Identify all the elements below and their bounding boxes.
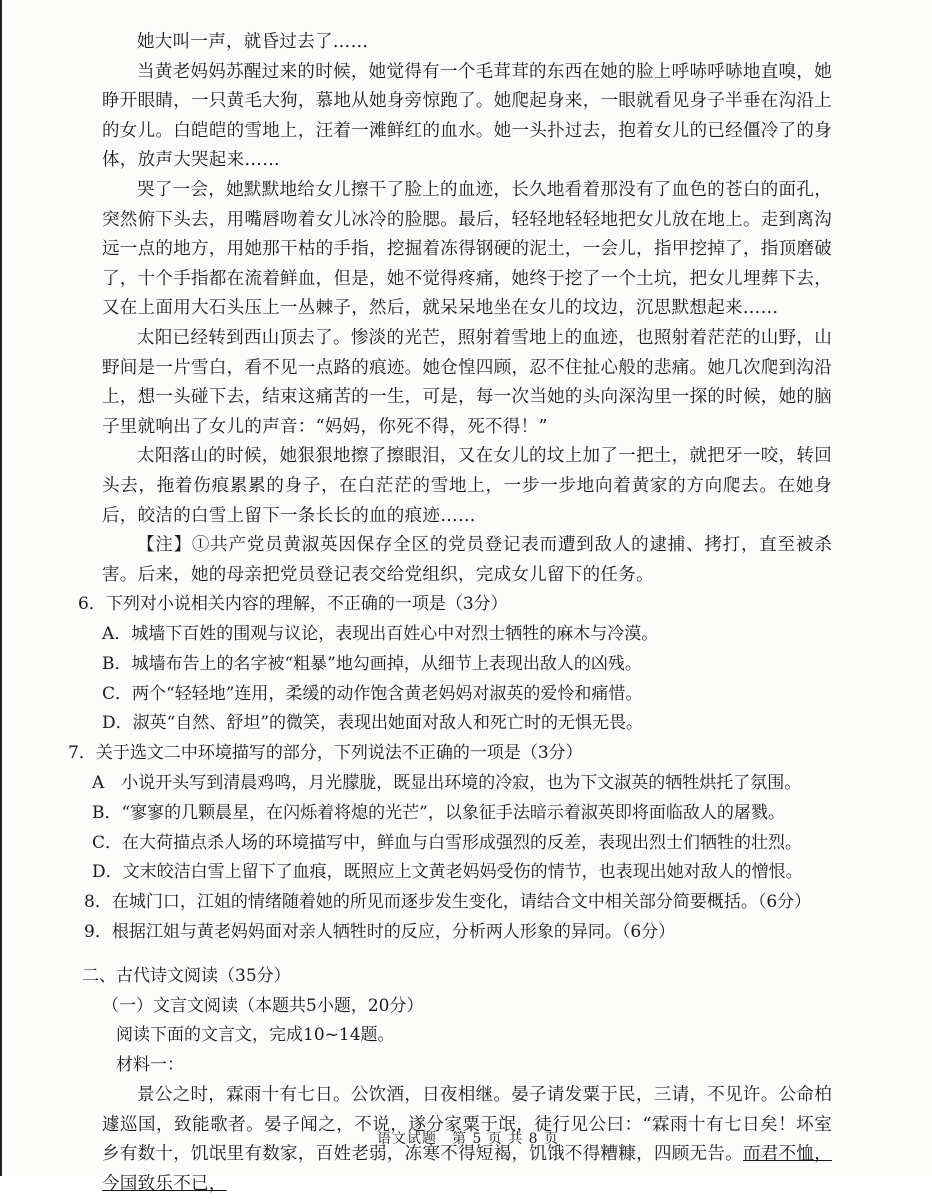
page-content	[68, 28, 833, 1199]
question-stem: 7．关于选文二中环境描写的部分，下列说法不正确的一项是（3分）	[68, 743, 583, 764]
option-b: B．“寥寥的几颗晨星，在闪烁着将熄的光芒”，以象征手法暗示着淑英即将面临敌人的屠戮。	[92, 802, 785, 823]
page-footer: 语文试题 第 5 页 共 8 页	[376, 1131, 560, 1147]
option-c: C．在大荷描点杀人场的环境描写中，鲜血与白雪形成强烈的反差，表现出烈士们牺牲的壮烈。	[92, 832, 803, 853]
question-9	[84, 918, 832, 948]
reading-instruction: 阅读下面的文言文，完成10~14题。	[116, 1025, 395, 1046]
option-d: D．文末皎洁白雪上留下了血痕，既照应上文黄老妈妈受伤的情节，也表现出她对敌人的憎恨。	[92, 862, 803, 883]
option-a: A 小说开头写到清晨鸡鸣，月光朦胧，既显出环境的冷寂，也为下文淑英的牺牲烘托了氛围。	[92, 773, 802, 794]
material-text-underlined: 而君不恤，今国致乐不已，	[102, 1144, 833, 1194]
option-b: B．城墙布告上的名字被“粗暴”地勾画掉，从细节上表现出敌人的凶残。	[102, 653, 642, 674]
question-6	[78, 590, 832, 739]
story-paragraph-2: 当黄老妈妈苏醒过来的时候，她觉得有一个毛茸茸的东西在她的脸上呼哧呼哧地直嗅，她睁开眼睛，一只黄毛大狗，慕地从她身旁惊跑了。她爬起身来，一眼就看见身子半垂在沟沿上的女儿。白皑皑的雪地上，汪着一滩鲜红的血水。她一头扑过去，抱着女儿的已经僵冷了的身体，放声大哭起来……	[102, 61, 832, 171]
option-c: C．两个“轻轻地”连用，柔缓的动作饱含黄老妈妈对淑英的爱怜和痛惜。	[102, 683, 643, 704]
question-stem: 8．在城门口，江姐的情绪随着她的所见而逐步发生变化，请结合文中相关部分简要概括。（6分）	[84, 892, 812, 913]
question-stem: 6．下列对小说相关内容的理解，不正确的一项是（3分）	[78, 594, 508, 615]
subsection-title: （一）文言文阅读（本题共5小题，20分）	[102, 995, 424, 1016]
story-paragraph-1: 她大叫一声，就昏过去了……	[137, 32, 369, 52]
option-d: D．淑英“自然、舒坦”的微笑，表现出她面对敌人和死亡时的无惧无畏。	[102, 713, 644, 734]
section-title: 二、古代诗文阅读（35分）	[82, 965, 291, 986]
section-2	[82, 962, 832, 1199]
material-label: 材料一：	[116, 1055, 184, 1076]
question-8	[84, 888, 832, 918]
question-stem: 9．根据江姐与黄老妈妈面对亲人牺牲时的反应，分析两人形象的异同。（6分）	[84, 922, 676, 943]
question-7	[68, 739, 832, 888]
story-paragraph-4: 太阳已经转到西山顶去了。惨淡的光芒，照射着雪地上的血迹，也照射着茫茫的山野，山野间是一片雪白，看不见一点路的痕迹。她仓惶四顾，忍不住扯心般的悲痛。她几次爬到沟沿上，想一头碰下去，结束这痛苦的一生，可是，每一次当她的头向深沟里一探的时候，她的脑子里就响出了女儿的声音：“妈妈，你死不得，死不得！”	[102, 327, 832, 437]
story-paragraph-5: 太阳落山的时候，她狠狠地擦了擦眼泪，又在女儿的坟上加了一把土，就把牙一咬，转回头去，拖着伤痕累累的身子，在白茫茫的雪地上，一步一步地向着黄家的方向爬去。在她身后，皎洁的白雪上留下一条长长的血的痕迹……	[102, 446, 832, 526]
story-paragraph-3: 哭了一会，她默默地给女儿擦干了脸上的血迹，长久地看着那没有了血色的苍白的面孔，突然俯下头去，用嘴唇吻着女儿冰冷的脸腮。最后，轻轻地轻轻地把女儿放在地上。走到离沟远一点的地方，用她那干枯的手指，挖掘着冻得钢硬的泥土，一会儿，指甲挖掉了，指顶磨破了，十个手指都在流着鲜血，但是，她不觉得疼痛，她终于挖了一个土坑，把女儿埋葬下去，又在上面用大石头压上一丛棘子，然后，就呆呆地坐在女儿的坟边，沉思默想起来……	[102, 179, 832, 319]
material-text-plain: 景公之时，霖雨十有七日。公饮酒，日夜相继。晏子请发粟于民，三请，不见许。公命柏遽巡国，致能歌者。晏子闻之，不说，遂分家粟于氓，徒行见公曰：“霖雨十有七日矣！坏室乡有数十，饥氓里有数家，百姓老弱，冻寒不得短褐，饥饿不得糟糠，四顾无告。	[102, 1085, 832, 1165]
option-a: A．城墙下百姓的围观与议论，表现出百姓心中对烈士牺牲的麻木与冷漠。	[102, 624, 659, 645]
story-note: 【注】①共产党员黄淑英因保存全区的党员登记表而遭到敌人的逮捕、拷打，直至被杀害。后来，她的母亲把党员登记表交给党组织，完成女儿留下的任务。	[102, 535, 832, 585]
